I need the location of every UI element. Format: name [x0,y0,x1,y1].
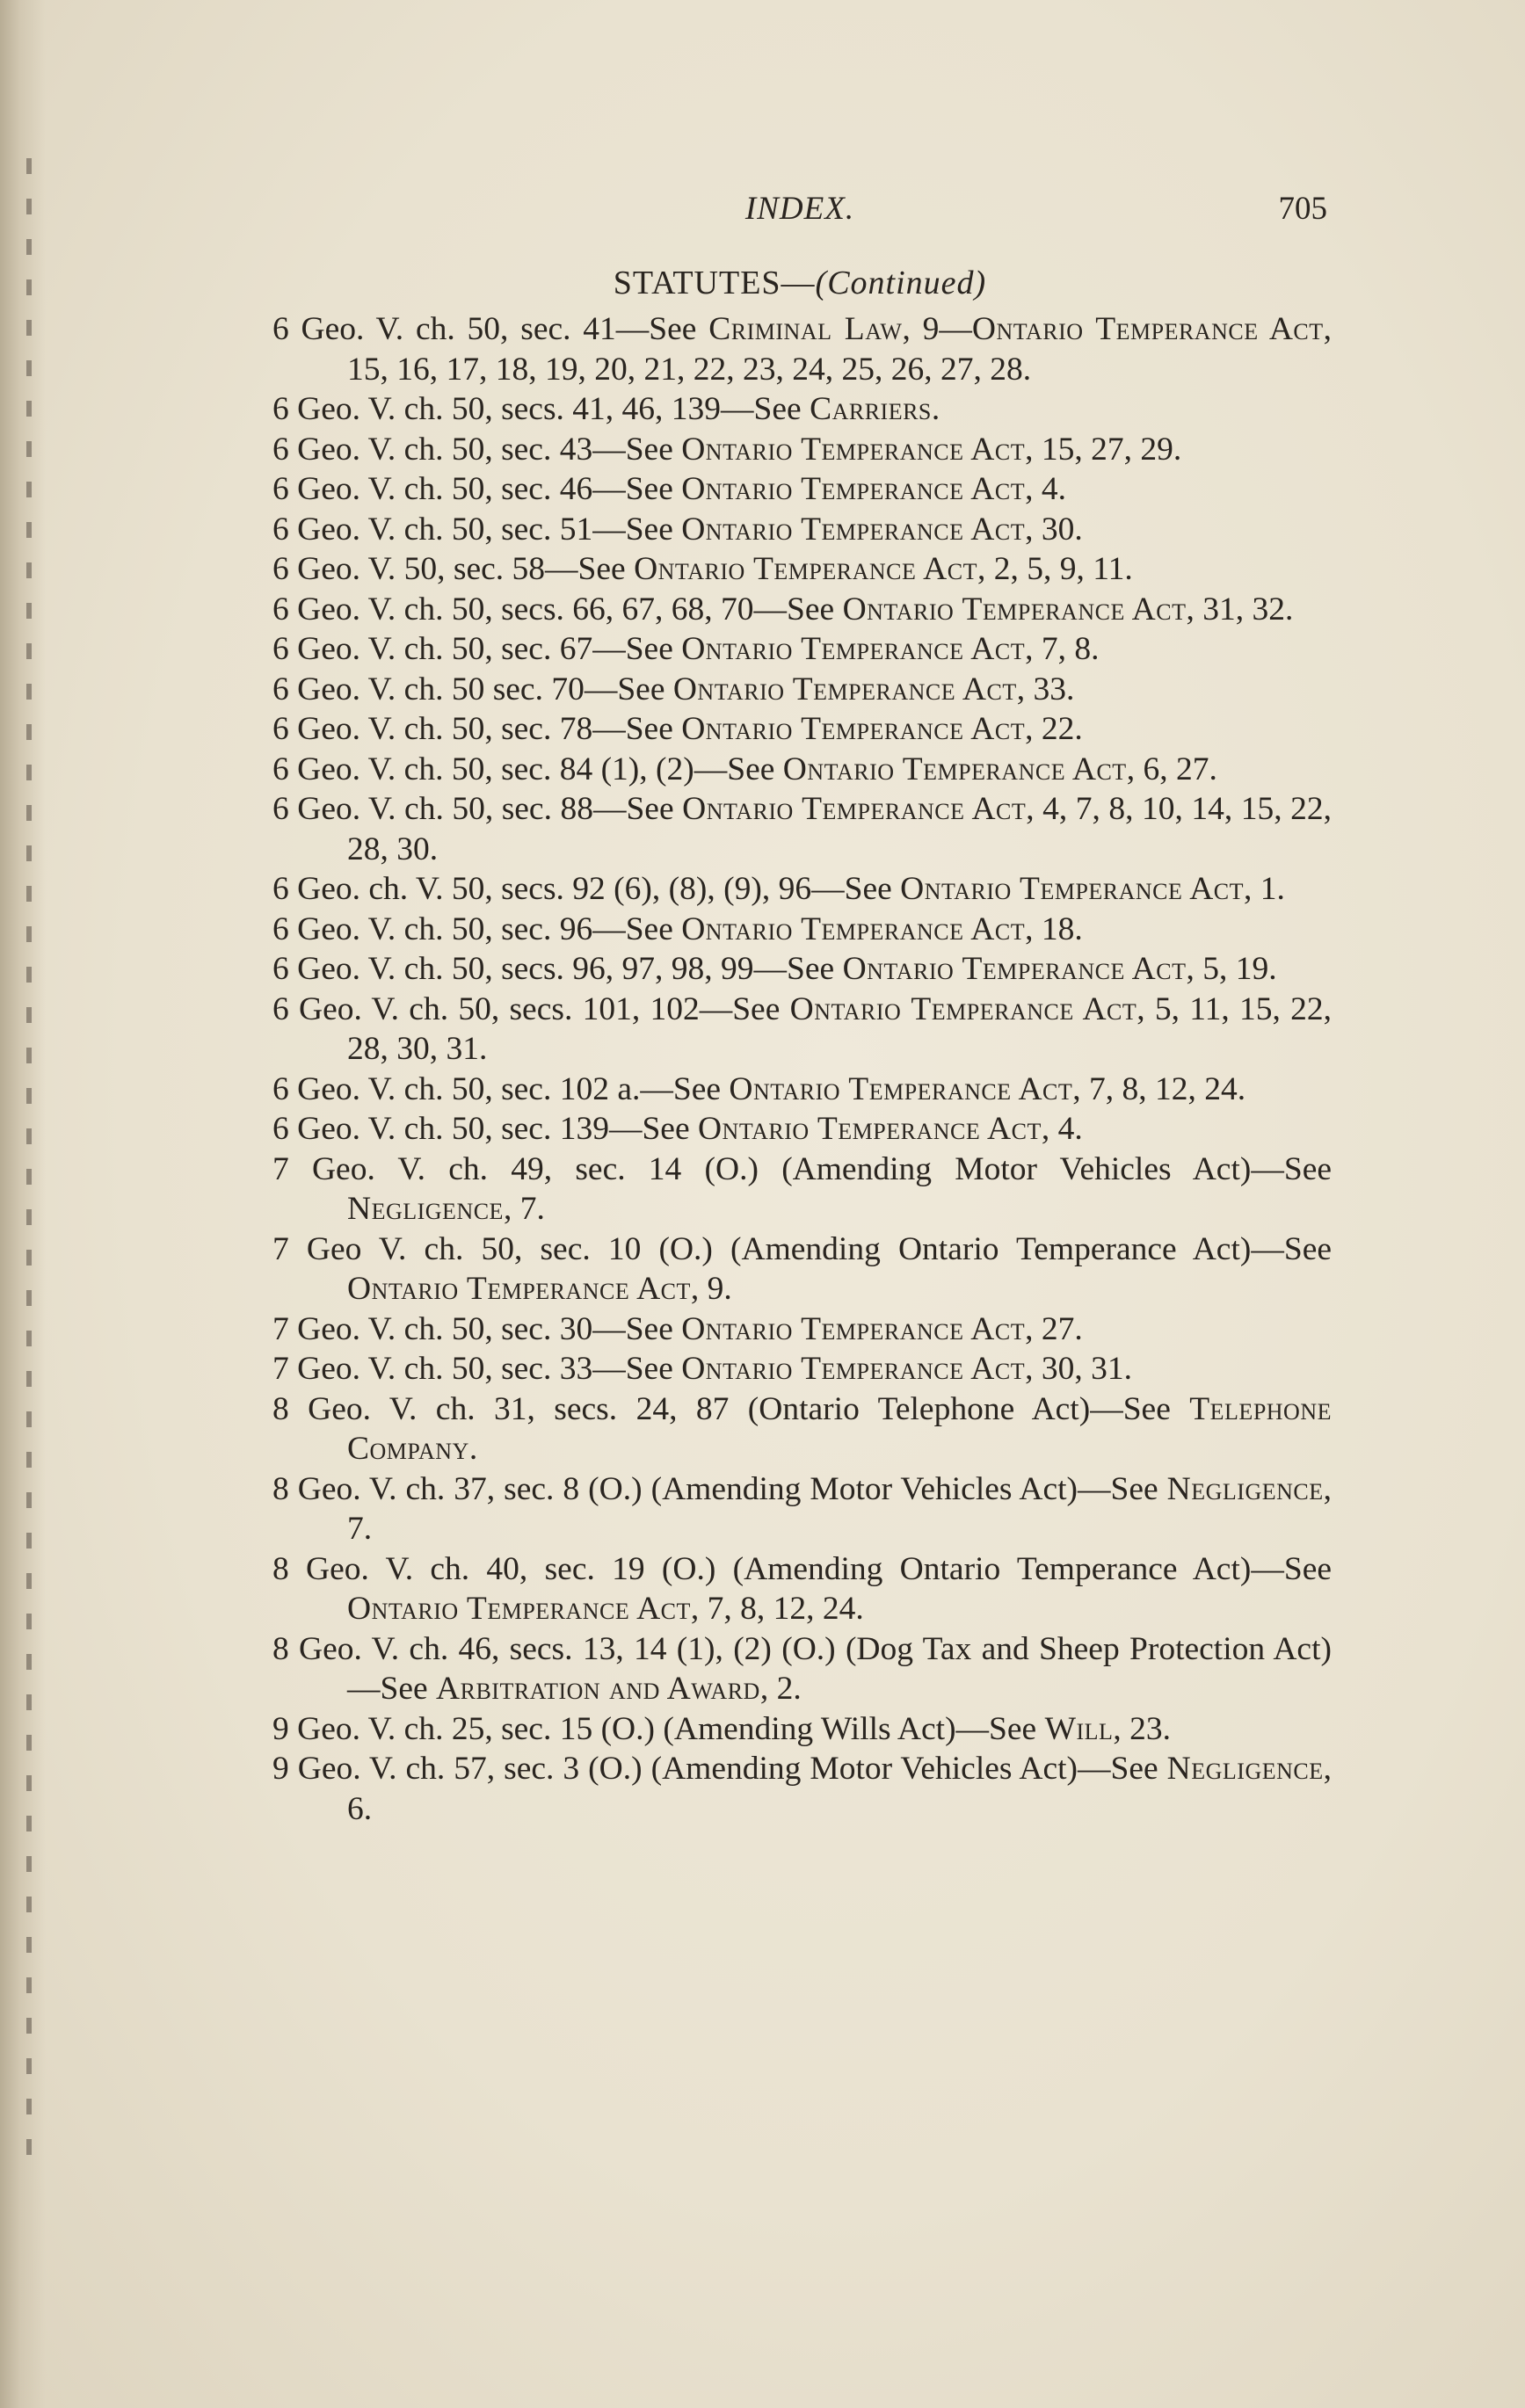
entry-citation: 6 Geo. V. ch. 50, sec. 51—See [272,511,682,548]
entry-pages: , 6, 27. [1126,751,1217,787]
section-title-text: STATUTES— [613,265,816,301]
entry-pages: , 7, 8, 12, 24. [690,1591,864,1627]
index-entry [272,389,1332,430]
index-entry [272,750,1332,790]
entry-reference: Negligence [1166,1470,1324,1507]
entry-pages: , 2, 5, 9, 11. [977,551,1133,587]
entry-citation: 8 Geo. V. ch. 31, secs. 24, 87 (Ontario Telephone Act)—See [272,1390,1190,1427]
entry-reference: Negligence [1166,1751,1324,1787]
entry-reference: Ontario Temperance Act [347,1591,691,1627]
index-entry [272,629,1332,670]
entry-citation: 6 Geo. V. ch. 50, secs. 101, 102—See [272,990,790,1027]
index-entry [272,1309,1332,1350]
entry-reference: Ontario Temperance Act [681,511,1026,548]
entry-citation: 6 Geo. V. 50, sec. 58—See [272,551,635,587]
entry-citation: 8 Geo. V. ch. 40, sec. 19 (O.) (Amending Ontario Temperance Act)—See [272,1550,1332,1587]
index-entry [272,1549,1332,1629]
entry-pages: , 15, 27, 29. [1025,431,1182,468]
index-entry [272,309,1332,389]
binding-stitch-marks [26,158,32,2180]
index-entry [272,510,1332,550]
entry-reference: Ontario Temperance Act [681,910,1026,947]
entry-citation: 7 Geo V. ch. 50, sec. 10 (O.) (Amending Ontario Temperance Act)—See [272,1230,1332,1267]
entry-citation: 6 Geo. V. ch. 50, sec. 84 (1), (2)—See [272,751,783,787]
running-head: INDEX. [744,191,855,227]
entry-reference: Ontario Temperance Act [697,1111,1042,1147]
entry-reference: Arbitration and Award [436,1671,760,1707]
entry-citation: 6 Geo. V. ch. 50, sec. 43—See [272,431,682,468]
index-entry [272,549,1332,590]
entry-citation: 6 Geo. V. ch. 50, sec. 88—See [272,791,683,827]
index-entry [272,990,1332,1070]
page-header [272,186,1327,230]
binding-edge [0,0,46,2408]
entry-reference: Ontario Temperance Act [681,631,1026,667]
entry-reference: Ontario Temperance Act [672,671,1017,707]
entry-pages: , 31, 32. [1186,591,1294,627]
entry-pages: , 7, 8, 12, 24. [1072,1070,1246,1107]
entry-citation: 9 Geo. V. ch. 25, sec. 15 (O.) (Amending Wills Act)—See [272,1710,1045,1747]
entry-citation: 8 Geo. V. ch. 46, secs. 13, 14 (1), (2) (O.) (Dog Tax and Sheep Protection Act)—See [272,1630,1332,1707]
entry-pages: , 5, 11, 15, 22, 28, 30, 31. [347,990,1333,1067]
page-number: 705 [1278,191,1327,227]
index-entry [272,1749,1332,1829]
entry-reference: Ontario Temperance Act [842,591,1187,627]
index-entry [272,949,1332,990]
index-entry [272,1229,1332,1309]
entry-pages: , 23. [1113,1710,1172,1747]
entry-pages: , 9— [902,311,972,347]
entry-reference: Telephone Company [347,1390,1332,1467]
entry-pages: , 30. [1025,511,1083,548]
index-entry [272,430,1332,470]
index-entry [272,1150,1332,1229]
index-entry [272,1709,1332,1750]
entry-reference: Criminal Law [708,311,903,347]
entry-citation: 6 Geo. V. ch. 50, secs. 66, 67, 68, 70—See [272,591,843,627]
entry-reference: Ontario Temperance Act [729,1070,1073,1107]
entry-pages: . [931,391,940,427]
section-continued: (Continued) [815,265,987,301]
entry-citation: 7 Geo. V. ch. 49, sec. 14 (O.) (Amending Motor Vehicles Act)—See [272,1150,1332,1187]
entry-reference: Ontario Temperance Act [971,311,1324,347]
entry-pages: , 4, 7, 8, 10, 14, 15, 22, 28, 30. [347,791,1333,867]
index-entry [272,1469,1332,1549]
entry-reference: Ontario Temperance Act [681,431,1026,468]
entry-citation: 6 Geo. ch. V. 50, secs. 92 (6), (8), (9), 96—See [272,871,901,907]
entry-citation: 6 Geo. V. ch. 50, sec. 102 a.—See [272,1070,730,1107]
entry-citation: 6 Geo. V. ch. 50, sec. 78—See [272,711,682,747]
entry-pages: , 7, 8. [1025,631,1100,667]
entry-pages: , 6. [347,1751,1332,1827]
entry-pages: , 2. [759,1671,802,1707]
entry-citation: 8 Geo. V. ch. 37, sec. 8 (O.) (Amending Motor Vehicles Act)—See [272,1470,1167,1507]
entry-reference: Ontario Temperance Act [347,1271,691,1307]
entry-pages: , 22. [1025,711,1083,747]
entry-reference: Ontario Temperance Act [681,1310,1026,1347]
entry-reference: Ontario Temperance Act [681,711,1026,747]
index-entry [272,789,1332,869]
index-entry [272,1389,1332,1469]
entry-citation: 7 Geo. V. ch. 50, sec. 33—See [272,1351,682,1387]
index-entry [272,869,1332,910]
index-entry [272,910,1332,950]
entry-reference: Ontario Temperance Act [634,551,977,587]
entry-citation: 6 Geo. V. ch. 50, sec. 46—See [272,471,682,507]
entry-reference: Ontario Temperance Act [842,951,1187,987]
entry-citation: 6 Geo. V. ch. 50, sec. 41—See [272,311,709,347]
entry-pages: , 9. [690,1271,732,1307]
entry-citation: 6 Geo. V. ch. 50 sec. 70—See [272,671,673,707]
index-entry [272,590,1332,630]
entry-pages: , 7. [347,1470,1332,1547]
entry-pages: , 5, 19. [1186,951,1277,987]
entry-pages: , 4. [1025,471,1066,507]
index-entry [272,670,1332,710]
entry-reference: Ontario Temperance Act [681,1351,1026,1387]
entry-reference: Carriers [810,391,932,427]
entry-citation: 6 Geo. V. ch. 50, sec. 96—See [272,910,682,947]
entry-pages: . [468,1431,478,1467]
entry-reference: Ontario Temperance Act [782,751,1127,787]
entry-citation: 6 Geo. V. ch. 50, secs. 41, 46, 139—See [272,391,810,427]
index-entry [272,1629,1332,1709]
section-title [272,264,1327,302]
entry-pages: , 30, 31. [1025,1351,1132,1387]
entry-reference: Ontario Temperance Act [900,871,1245,907]
entry-pages: , 33. [1016,671,1075,707]
entry-pages: , 1. [1244,871,1285,907]
entry-reference: Ontario Temperance Act [789,990,1137,1027]
entry-pages: , 4. [1041,1111,1083,1147]
entry-pages: , 15, 16, 17, 18, 19, 20, 21, 22, 23, 24, 25, 26, 27, 28. [347,311,1333,388]
entry-citation: 9 Geo. V. ch. 57, sec. 3 (O.) (Amending Motor Vehicles Act)—See [272,1751,1167,1787]
entry-citation: 6 Geo. V. ch. 50, secs. 96, 97, 98, 99—See [272,951,843,987]
entry-reference: Will [1044,1710,1114,1747]
index-entry [272,1109,1332,1150]
entry-citation: 7 Geo. V. ch. 50, sec. 30—See [272,1310,682,1347]
index-entries [272,309,1332,1829]
entry-pages: , 27. [1025,1310,1083,1347]
index-entry [272,709,1332,750]
index-entry [272,1349,1332,1389]
entry-pages: , 7. [503,1191,545,1227]
entry-citation: 6 Geo. V. ch. 50, sec. 67—See [272,631,682,667]
entry-reference: Ontario Temperance Act [682,791,1027,827]
index-entry [272,1070,1332,1110]
index-entry [272,469,1332,510]
entry-pages: , 18. [1025,910,1083,947]
entry-reference: Negligence [347,1191,504,1227]
entry-citation: 6 Geo. V. ch. 50, sec. 139—See [272,1111,698,1147]
entry-reference: Ontario Temperance Act [681,471,1026,507]
